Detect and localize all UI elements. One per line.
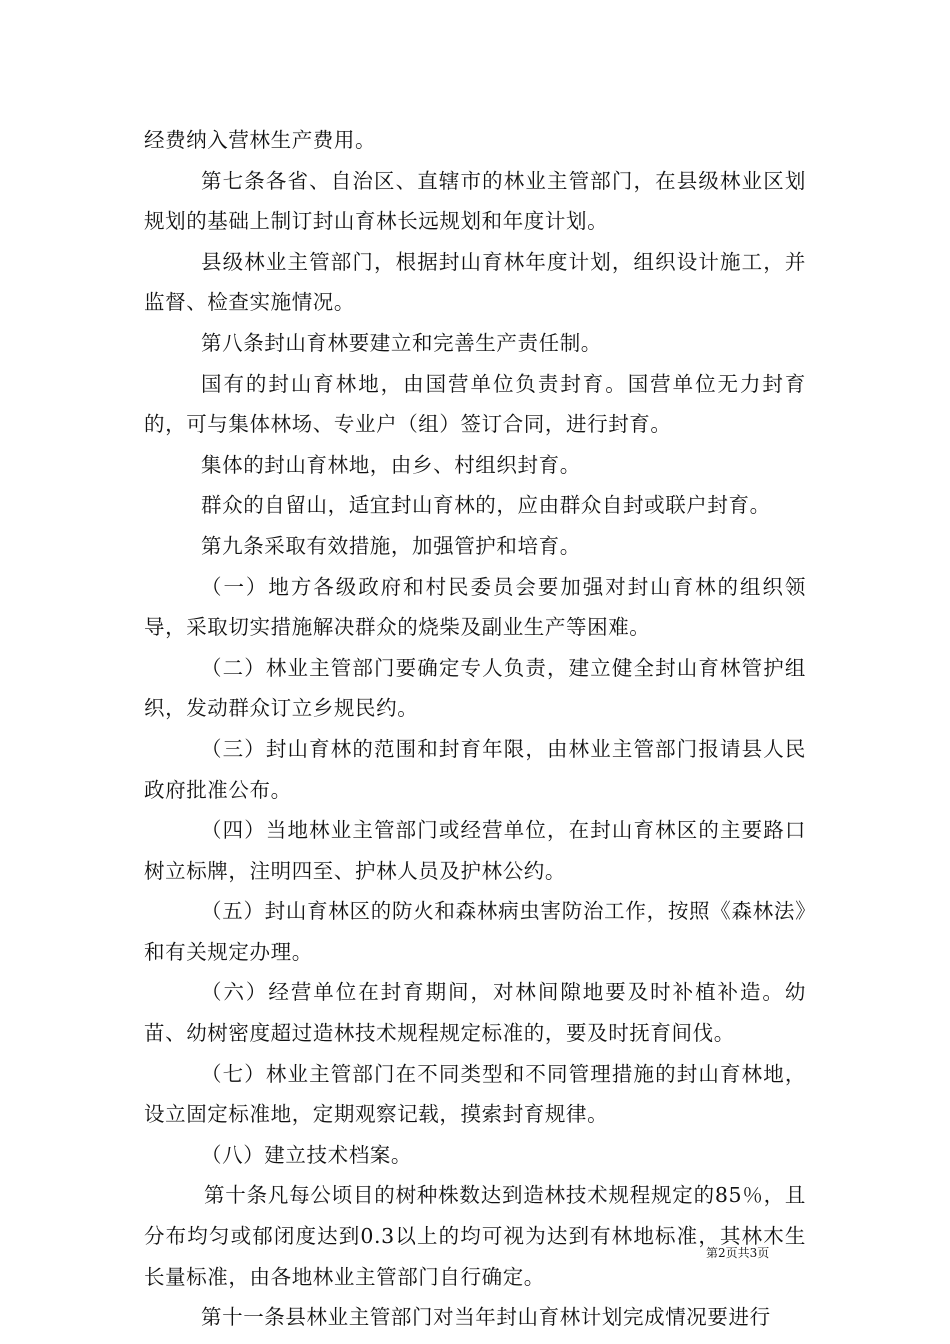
paragraph: （八）建立技术档案。 [201,1142,412,1167]
paragraph: 集体的封山育林地，由乡、村组织封育。 [201,452,581,477]
paragraph: （一）地方各级政府和村民委员会要加强对封山育林的组织领导，采取切实措施解决群众的烧柴及副业生产等困难。 [144,574,806,640]
paragraph: （三）封山育林的范围和封育年限，由林业主管部门报请县人民政府批准公布。 [144,736,806,802]
paragraph: 县级林业主管部门，根据封山育林年度计划，组织设计施工，并监督、检查实施情况。 [144,249,806,315]
paragraph: 经费纳入营林生产费用。 [144,128,377,152]
paragraph: （四）当地林业主管部门或经营单位，在封山育林区的主要路口树立标牌，注明四至、护林人员及护林公约。 [144,818,806,883]
paragraph: 第十一条县林业主管部门对当年封山育林计划完成情况要进行 [201,1305,771,1330]
document-body [144,120,806,1338]
paragraph: 第七条各省、自治区、直辖市的林业主管部门，在县级林业区划规划的基础上制订封山育林长远规划和年度计划。 [144,168,806,234]
page-number-footer: 第2页共3页 [706,1246,770,1260]
paragraph: 第九条采取有效措施，加强管护和培育。 [201,533,581,558]
paragraph: 国有的封山育林地，由国营单位负责封育。国营单位无力封育的，可与集体林场、专业户（组）签订合同，进行封育。 [144,371,806,437]
paragraph: 第八条封山育林要建立和完善生产责任制。 [201,330,602,355]
paragraph: （六）经营单位在封育期间，对林间隙地要及时补植补造。幼苗、幼树密度超过造林技术规程规定标准的，要及时抚育间伐。 [144,980,806,1046]
paragraph: （五）封山育林区的防火和森林病虫害防治工作，按照《森林法》和有关规定办理。 [144,899,806,964]
paragraph: 第十条凡每公顷目的树种株数达到造林技术规程规定的85％，且分布均匀或郁闭度达到0.3以上的均可视为达到有林地标准，其林木生长量标准，由各地林业主管部门自行确定。 [144,1183,806,1289]
paragraph: 群众的自留山，适宜封山育林的，应由群众自封或联户封育。 [201,493,771,518]
paragraph: （七）林业主管部门在不同类型和不同管理措施的封山育林地，设立固定标准地，定期观察记载，摸索封育规律。 [144,1061,806,1127]
paragraph: （二）林业主管部门要确定专人负责，建立健全封山育林管护组织，发动群众订立乡规民约。 [144,655,806,721]
